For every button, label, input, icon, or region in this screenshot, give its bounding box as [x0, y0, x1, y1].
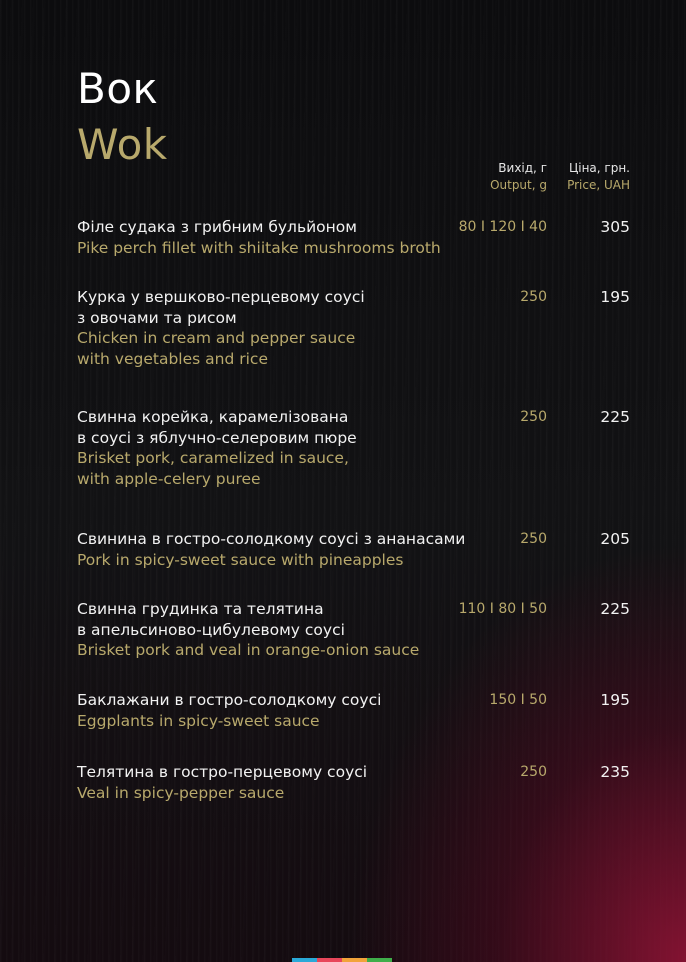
column-header-price-uk: Ціна, грн. [568, 161, 630, 175]
dish-price: 225 [600, 408, 630, 426]
dish-price: 205 [600, 530, 630, 548]
dish-name-uk: Свинна корейка, карамелізована в соусі з яблучно-селеровим пюре [77, 408, 357, 447]
stripe-segment [292, 958, 317, 962]
menu-item [77, 762, 637, 803]
menu-item [77, 529, 637, 570]
column-header-weight-uk: Вихід, г [498, 161, 547, 175]
dish-name-en: Eggplants in spicy-sweet sauce [77, 711, 320, 730]
dish-price: 235 [600, 763, 630, 781]
menu-item [77, 287, 637, 369]
menu-item [77, 690, 637, 731]
dish-name-uk: Курка у вершково-перцевому соусі з овочами та рисом [77, 288, 365, 327]
column-header-weight [490, 160, 547, 194]
dish-weight: 250 [520, 531, 547, 547]
column-header-price [567, 160, 630, 194]
color-stripe [292, 958, 392, 962]
dish-name-uk: Філе судака з грибним бульйоном [77, 218, 357, 236]
dish-weight: 110 I 80 I 50 [458, 601, 547, 617]
dish-price: 305 [600, 218, 630, 236]
dish-weight: 150 I 50 [489, 692, 547, 708]
dish-name-en: Pork in spicy-sweet sauce with pineapples [77, 550, 404, 569]
page-title-uk: Вок [77, 64, 159, 113]
dish-weight: 80 I 120 I 40 [458, 219, 547, 235]
column-header-price-en: Price, UAH [567, 178, 630, 192]
page-title-en: Wok [77, 120, 168, 169]
dish-weight: 250 [520, 764, 547, 780]
dish-name-en: Pike perch fillet with shiitake mushrooms broth [77, 238, 441, 257]
dish-weight: 250 [520, 409, 547, 425]
dish-price: 195 [600, 691, 630, 709]
stripe-segment [367, 958, 392, 962]
dish-price: 225 [600, 600, 630, 618]
menu-item [77, 407, 637, 489]
menu-item [77, 599, 637, 661]
dish-name-en: Veal in spicy-pepper sauce [77, 783, 285, 802]
dish-name-en: Brisket pork and veal in orange-onion sauce [77, 641, 420, 659]
dish-name-en: Chicken in cream and pepper sauce with vegetables and rice [77, 329, 356, 368]
dish-name-en: Brisket pork, caramelized in sauce, with apple-celery puree [77, 449, 349, 488]
dish-name-uk: Телятина в гостро-перцевому соусі [77, 763, 368, 781]
dish-name-uk: Баклажани в гостро-солодкому соусі [77, 691, 382, 709]
dish-name-uk: Свинина в гостро-солодкому соусі з ананасами [77, 530, 466, 548]
stripe-segment [317, 958, 342, 962]
dish-weight: 250 [520, 289, 547, 305]
dish-price: 195 [600, 288, 630, 306]
dish-name-uk: Свинна грудинка та телятина в апельсиново-цибулевому соусі [77, 600, 345, 639]
column-header-weight-en: Output, g [490, 178, 547, 192]
menu-item [77, 217, 637, 258]
stripe-segment [342, 958, 367, 962]
